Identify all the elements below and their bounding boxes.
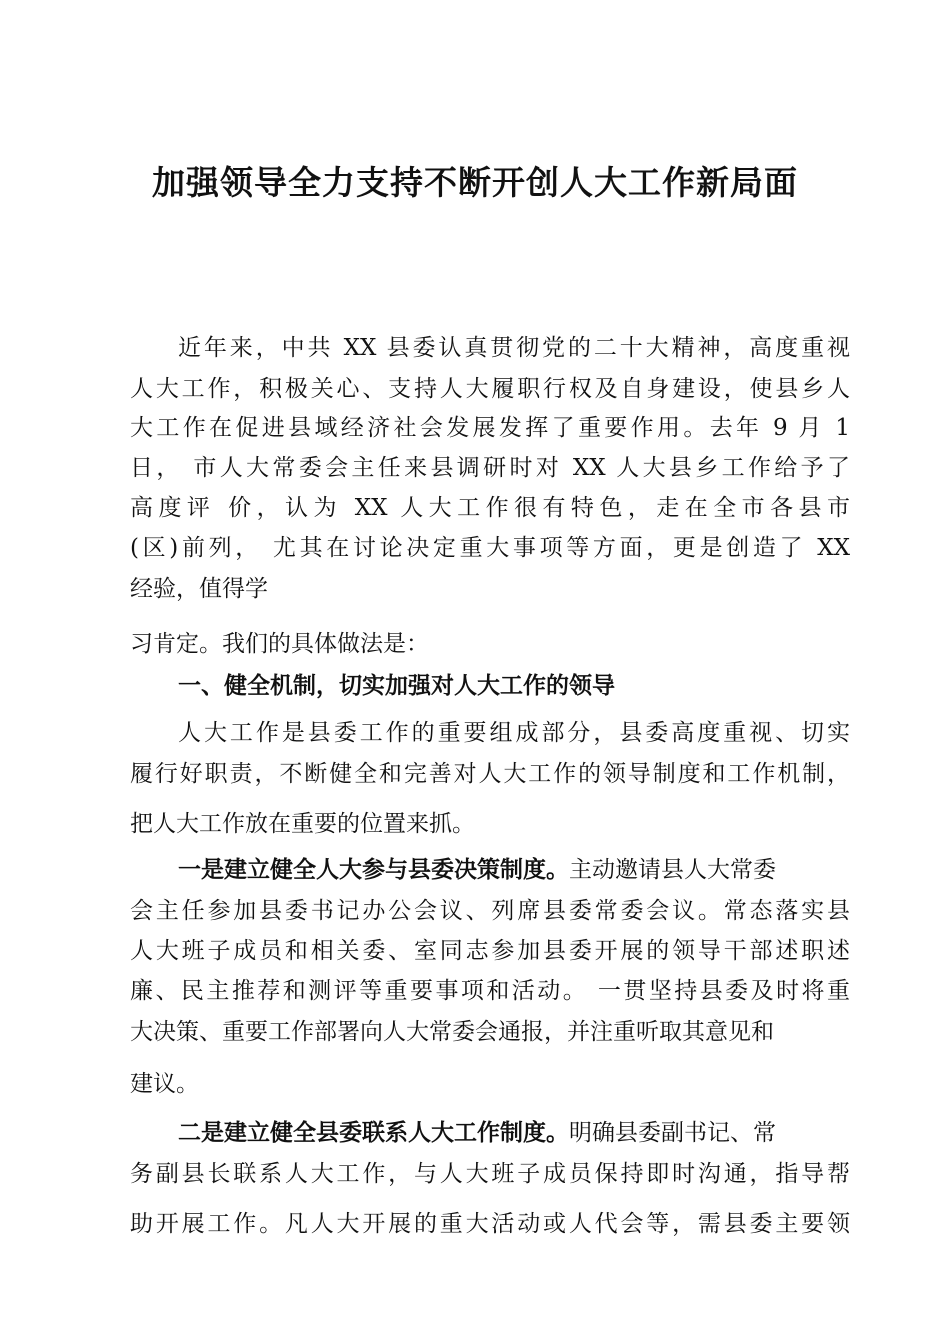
- intro-line-4: 日， 市人大常委会主任来县调研时对 XX 人大县乡工作给予了: [130, 455, 850, 481]
- intro-line-3: 大工作在促进县域经济社会发展发挥了重要作用。去年 9 月 1: [130, 415, 850, 441]
- intro-line-7: 经验，值得学: [130, 576, 268, 602]
- intro-line-8: 习肯定。我们的具体做法是：: [130, 631, 429, 657]
- intro-line-2: 人大工作，积极关心、支持人大履职行权及自身建设，使县乡人: [130, 376, 850, 402]
- paragraph-lead: 一是建立健全人大参与县委决策制度。: [178, 857, 569, 883]
- document-title: 加强领导全力支持不断开创人大工作新局面: [152, 163, 798, 202]
- intro-line-5: 高度评 价，认为 XX 人大工作很有特色，走在全市各县市: [130, 495, 850, 521]
- paragraph-lead: 二是建立健全县委联系人大工作制度。: [178, 1120, 569, 1146]
- paragraph-line: 建议。: [130, 1071, 199, 1097]
- paragraph-line: 会主任参加县委书记办公会议、列席县委常委会议。常态落实县: [130, 898, 850, 924]
- paragraph-text: 明确县委副书记、常: [569, 1120, 776, 1146]
- paragraph-line: 履行好职责，不断健全和完善对人大工作的领导制度和工作机制，: [130, 761, 850, 787]
- paragraph-line: [178, 1115, 850, 1151]
- paragraph-text: 主动邀请县人大常委: [569, 857, 776, 883]
- paragraph-line: 廉、民主推荐和测评等重要事项和活动。 一贯坚持县委及时将重: [130, 978, 850, 1004]
- paragraph-line: 大决策、重要工作部署向人大常委会通报，并注重听取其意见和: [130, 1019, 774, 1045]
- section-heading: 一、健全机制，切实加强对人大工作的领导: [178, 673, 615, 699]
- paragraph-line: 人大班子成员和相关委、室同志参加县委开展的领导干部述职述: [130, 938, 850, 964]
- paragraph-line: 务副县长联系人大工作，与人大班子成员保持即时沟通，指导帮: [130, 1161, 850, 1187]
- paragraph-line: 把人大工作放在重要的位置来抓。: [130, 811, 475, 837]
- intro-line-6: (区)前列， 尤其在讨论决定重大事项等方面，更是创造了 XX: [130, 535, 850, 561]
- paragraph-line: [178, 852, 850, 888]
- paragraph-line: 人大工作是县委工作的重要组成部分，县委高度重视、切实: [178, 720, 850, 746]
- intro-line-1: 近年来，中共 XX 县委认真贯彻党的二十大精神，高度重视: [178, 335, 850, 361]
- paragraph-line: 助开展工作。凡人大开展的重大活动或人代会等，需县委主要领: [130, 1211, 850, 1237]
